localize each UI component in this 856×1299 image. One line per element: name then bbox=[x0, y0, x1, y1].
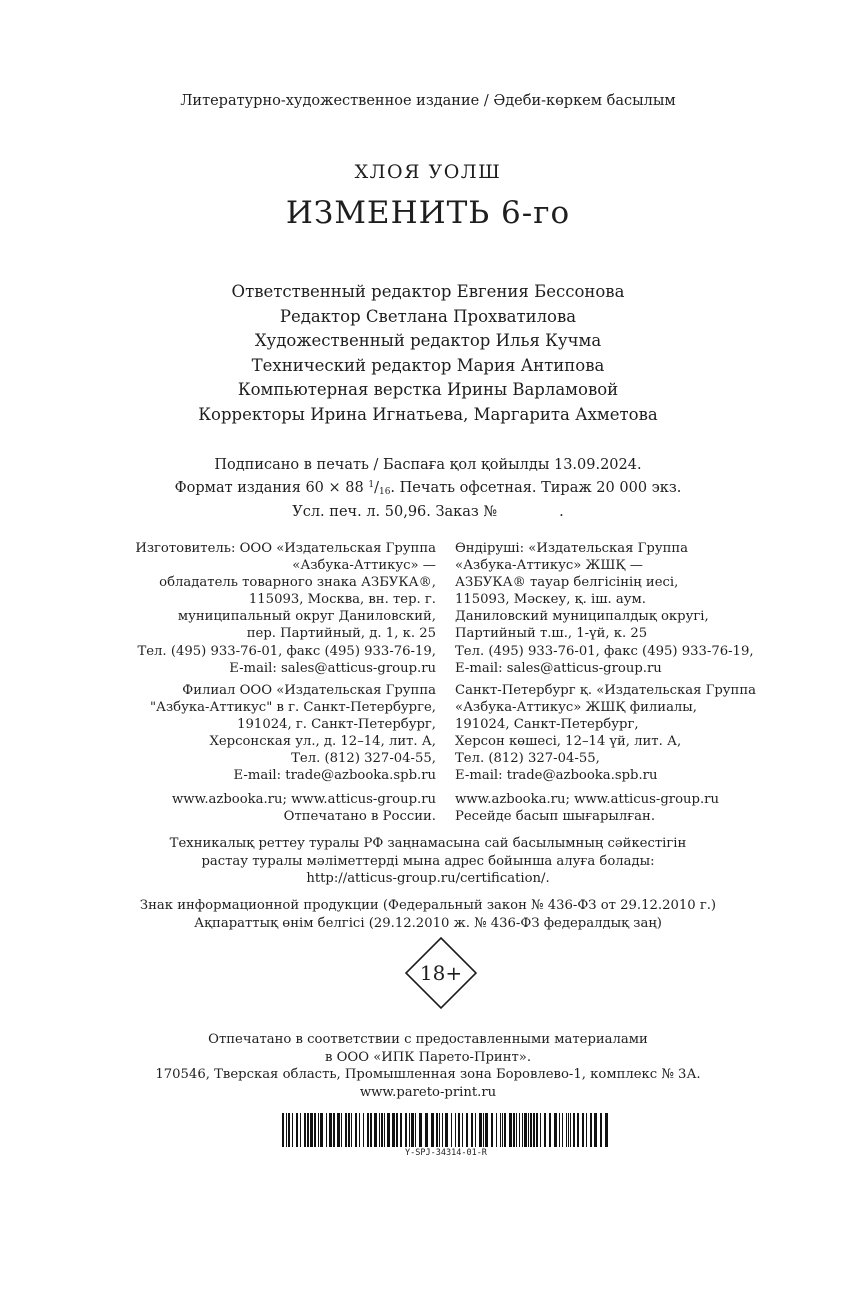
age-rating-badge bbox=[405, 937, 477, 1009]
barcode-bar bbox=[419, 1113, 422, 1147]
text-line: Санкт-Петербург қ. «Издательская Группа bbox=[455, 683, 756, 698]
barcode-bar bbox=[439, 1113, 440, 1147]
certification-note bbox=[0, 835, 856, 888]
barcode-text: Y-SPJ-34314-01-R bbox=[405, 1148, 487, 1158]
barcode-bar bbox=[445, 1113, 448, 1147]
barcode-bar bbox=[533, 1113, 535, 1147]
barcode-bar bbox=[568, 1113, 569, 1147]
barcode-bar bbox=[519, 1113, 520, 1147]
barcode-bar bbox=[425, 1113, 428, 1147]
barcode-bar bbox=[479, 1113, 482, 1147]
branch-ru bbox=[150, 682, 436, 785]
barcode-bar bbox=[466, 1113, 468, 1147]
barcode-bar bbox=[566, 1113, 567, 1147]
credit-line: Ответственный редактор Евгения Бессонова bbox=[231, 282, 625, 301]
barcode-bar bbox=[282, 1113, 284, 1147]
text-line: «Азбука-Аттикус» ЖШҚ — bbox=[455, 558, 643, 574]
barcode-bar bbox=[320, 1113, 323, 1147]
text-line: муниципальный округ Даниловский, bbox=[177, 609, 436, 625]
barcode-bar bbox=[436, 1113, 438, 1147]
barcode-bar bbox=[540, 1113, 541, 1147]
credits-block bbox=[0, 280, 856, 427]
barcode-bar bbox=[586, 1113, 587, 1147]
barcode-bar bbox=[590, 1113, 592, 1147]
barcode-bar bbox=[582, 1113, 584, 1147]
barcode-bar bbox=[491, 1113, 493, 1147]
barcode-bar bbox=[573, 1113, 575, 1147]
text-line: Знак информационной продукции (Федеральный закон № 436-ФЗ от 29.12.2010 г.) bbox=[139, 898, 717, 913]
text-line: пер. Партийный, д. 1, к. 25 bbox=[246, 626, 436, 642]
signed-date: Подписано в печать / Баспаға қол қойылды 13.09.2024. bbox=[214, 457, 642, 473]
barcode-icon bbox=[282, 1113, 610, 1147]
barcode-bar bbox=[310, 1113, 313, 1147]
edition-type: Литературно-художественное издание / Әдеби-көркем басылым bbox=[180, 93, 676, 109]
barcode-bar bbox=[392, 1113, 395, 1147]
barcode-bar bbox=[367, 1113, 369, 1147]
barcode-bar bbox=[594, 1113, 597, 1147]
barcode-bar bbox=[559, 1113, 560, 1147]
printed-in-line: Отпечатано в России. bbox=[283, 809, 436, 825]
barcode-bar bbox=[524, 1113, 527, 1147]
barcode-bar bbox=[562, 1113, 563, 1147]
websites-line: www.azbooka.ru; www.atticus-group.ru bbox=[455, 792, 719, 807]
barcode-bar bbox=[600, 1113, 602, 1147]
printer-info bbox=[0, 1031, 856, 1101]
format-suffix: . Печать офсетная. Тираж 20 000 экз. bbox=[390, 480, 682, 496]
barcode-bar bbox=[359, 1113, 360, 1147]
barcode-bar bbox=[500, 1113, 501, 1147]
text-line: 115093, Москва, вн. тер. г. bbox=[248, 592, 436, 608]
text-line: 191024, Санкт-Петербург, bbox=[455, 717, 639, 733]
text-line: E-mail: trade@azbooka.spb.ru bbox=[233, 768, 436, 784]
barcode-bar bbox=[329, 1113, 332, 1147]
barcode-bar bbox=[370, 1113, 372, 1147]
barcode-bar bbox=[451, 1113, 452, 1147]
format-line: Формат издания 60 × 88 $^1/_{16}$. Печать офсетная. Тираж 20 000 экз. bbox=[174, 480, 682, 497]
book-title: ИЗМЕНИТЬ 6-го bbox=[285, 195, 571, 231]
text-line: Херсон көшесі, 12–14 үй, лит. А, bbox=[455, 734, 682, 750]
sheets-prefix: Усл. печ. л. 50,96. Заказ № bbox=[292, 504, 498, 520]
barcode-bar bbox=[384, 1113, 385, 1147]
certification-url: http://atticus-group.ru/certification/. bbox=[306, 871, 550, 886]
text-line: 170546, Тверская область, Промышленная зона Боровлево-1, комплекс № 3А. bbox=[155, 1067, 701, 1082]
barcode-bar bbox=[300, 1113, 301, 1147]
barcode-bar bbox=[409, 1113, 410, 1147]
barcode-bar bbox=[314, 1113, 316, 1147]
text-line: Тел. (495) 933-76-01, факс (495) 933-76-19, bbox=[455, 643, 754, 659]
text-line: растау туралы мәліметтерді мына адрес бойынша алуға болады: bbox=[201, 853, 655, 869]
barcode-bar bbox=[455, 1113, 456, 1147]
barcode-bar bbox=[348, 1113, 350, 1147]
barcode-bar bbox=[530, 1113, 532, 1147]
manufacturer-kz bbox=[455, 540, 754, 677]
text-line: Херсонская ул., д. 12–14, лит. А, bbox=[209, 734, 436, 750]
barcode-bar bbox=[381, 1113, 383, 1147]
barcode-bar bbox=[415, 1113, 416, 1147]
barcode-bar bbox=[355, 1113, 357, 1147]
barcode-bar bbox=[504, 1113, 506, 1147]
text-line: Техникалық реттеу туралы РФ заңнамасына сай басылымның сәйкестігін bbox=[169, 836, 687, 851]
sheets-line bbox=[0, 502, 856, 522]
barcode-bar bbox=[292, 1113, 293, 1147]
barcode-bar bbox=[337, 1113, 340, 1147]
credit-line: Корректоры Ирина Игнатьева, Маргарита Ахметова bbox=[198, 404, 658, 424]
barcode-bar bbox=[345, 1113, 347, 1147]
websites-kz bbox=[455, 791, 719, 825]
barcode-bar bbox=[307, 1113, 309, 1147]
barcode-bar bbox=[387, 1113, 390, 1147]
barcode-bar bbox=[544, 1113, 546, 1147]
text-line: АЗБУКА® тауар белгісінің иесі, bbox=[455, 575, 679, 591]
manufacturer-ru bbox=[135, 540, 436, 677]
barcode-bar bbox=[333, 1113, 335, 1147]
barcode-bar bbox=[554, 1113, 557, 1147]
text-line: обладатель товарного знака АЗБУКА®, bbox=[159, 575, 436, 591]
format-prefix: Формат издания 60 × 88 bbox=[174, 480, 369, 496]
websites-ru bbox=[172, 791, 436, 825]
age-rating-text: 18+ bbox=[419, 961, 463, 985]
barcode-bar bbox=[458, 1113, 460, 1147]
text-line: 115093, Мәскеу, қ. іш. аум. bbox=[455, 592, 646, 608]
barcode-bar bbox=[483, 1113, 484, 1147]
barcode-bar bbox=[605, 1113, 608, 1147]
text-line: Партийный т.ш., 1-үй, к. 25 bbox=[455, 626, 648, 642]
format-numerator: 1 bbox=[368, 480, 375, 490]
credit-line: Компьютерная верстка Ирины Варламовой bbox=[237, 380, 619, 399]
text-line: Тел. (812) 327-04-55, bbox=[455, 751, 600, 767]
barcode-bar bbox=[509, 1113, 512, 1147]
barcode-bar bbox=[528, 1113, 529, 1147]
barcode-bar bbox=[405, 1113, 407, 1147]
text-line: Даниловский муниципалдық округі, bbox=[455, 609, 709, 625]
barcode-bar bbox=[570, 1113, 571, 1147]
barcode-bar bbox=[400, 1113, 402, 1147]
barcode-bar bbox=[496, 1113, 497, 1147]
barcode-bar bbox=[502, 1113, 503, 1147]
barcode-bar bbox=[577, 1113, 579, 1147]
websites-line: www.azbooka.ru; www.atticus-group.ru bbox=[172, 792, 436, 807]
barcode-bar bbox=[379, 1113, 380, 1147]
text-line: в ООО «ИПК Парето-Принт». bbox=[324, 1049, 532, 1065]
barcode-bar bbox=[318, 1113, 319, 1147]
text-line: 191024, г. Санкт-Петербург, bbox=[237, 717, 436, 733]
printer-url: www.pareto-print.ru bbox=[359, 1084, 497, 1100]
format-denominator: 16 bbox=[378, 487, 391, 497]
text-line: Ақпараттық өнім белгісі (29.12.2010 ж. № 436-ФЗ федералдық заң) bbox=[194, 915, 662, 931]
barcode-bar bbox=[296, 1113, 298, 1147]
printed-in-line: Ресейде басып шығарылған. bbox=[455, 809, 656, 825]
barcode-bar bbox=[431, 1113, 434, 1147]
barcode-bar bbox=[363, 1113, 364, 1147]
barcode-bar bbox=[288, 1113, 290, 1147]
barcode-bar bbox=[475, 1113, 476, 1147]
text-line: Тел. (495) 933-76-01, факс (495) 933-76-19, bbox=[137, 643, 436, 659]
credit-line: Редактор Светлана Прохватилова bbox=[279, 306, 577, 326]
credit-line: Технический редактор Мария Антипова bbox=[251, 355, 605, 375]
barcode-bar bbox=[471, 1113, 473, 1147]
text-line: Филиал ООО «Издательская Группа bbox=[182, 683, 436, 698]
text-line: Изготовитель: ООО «Издательская Группа bbox=[135, 541, 436, 556]
text-line: Отпечатано в соответствии с предоставленными материалами bbox=[208, 1032, 648, 1047]
branch-kz bbox=[455, 682, 756, 785]
barcode-bar bbox=[411, 1113, 414, 1147]
text-line: E-mail: trade@azbooka.spb.ru bbox=[455, 768, 658, 784]
barcode-bar bbox=[442, 1113, 443, 1147]
barcode-bar bbox=[536, 1113, 538, 1147]
barcode-bar bbox=[549, 1113, 551, 1147]
text-line: Тел. (812) 327-04-55, bbox=[291, 751, 436, 767]
credit-line: Художественный редактор Илья Кучма bbox=[254, 331, 602, 350]
barcode-bar bbox=[462, 1113, 463, 1147]
barcode-bar bbox=[374, 1113, 377, 1147]
barcode-bar bbox=[304, 1113, 306, 1147]
print-info-block bbox=[0, 455, 856, 522]
barcode-bar bbox=[351, 1113, 352, 1147]
barcode-bar bbox=[286, 1113, 287, 1147]
barcode-bar bbox=[513, 1113, 515, 1147]
text-line: "Азбука-Аттикус" в г. Санкт-Петербурге, bbox=[149, 700, 436, 716]
barcode-bar bbox=[485, 1113, 488, 1147]
barcode-bar bbox=[522, 1113, 523, 1147]
text-line: «Азбука-Аттикус» ЖШҚ филиалы, bbox=[455, 700, 697, 716]
info-product-sign bbox=[0, 897, 856, 932]
author-name: ХЛОЯ УОЛШ bbox=[354, 161, 502, 183]
sheets-suffix: . bbox=[559, 504, 564, 520]
barcode-bar bbox=[516, 1113, 517, 1147]
barcode-bar bbox=[326, 1113, 327, 1147]
text-line: Өндіруші: «Издательская Группа bbox=[455, 541, 689, 556]
barcode-bar bbox=[341, 1113, 342, 1147]
barcode-bar bbox=[396, 1113, 398, 1147]
text-line: «Азбука-Аттикус» — bbox=[292, 558, 436, 574]
text-line: E-mail: sales@atticus-group.ru bbox=[455, 660, 662, 676]
text-line: E-mail: sales@atticus-group.ru bbox=[229, 660, 436, 676]
